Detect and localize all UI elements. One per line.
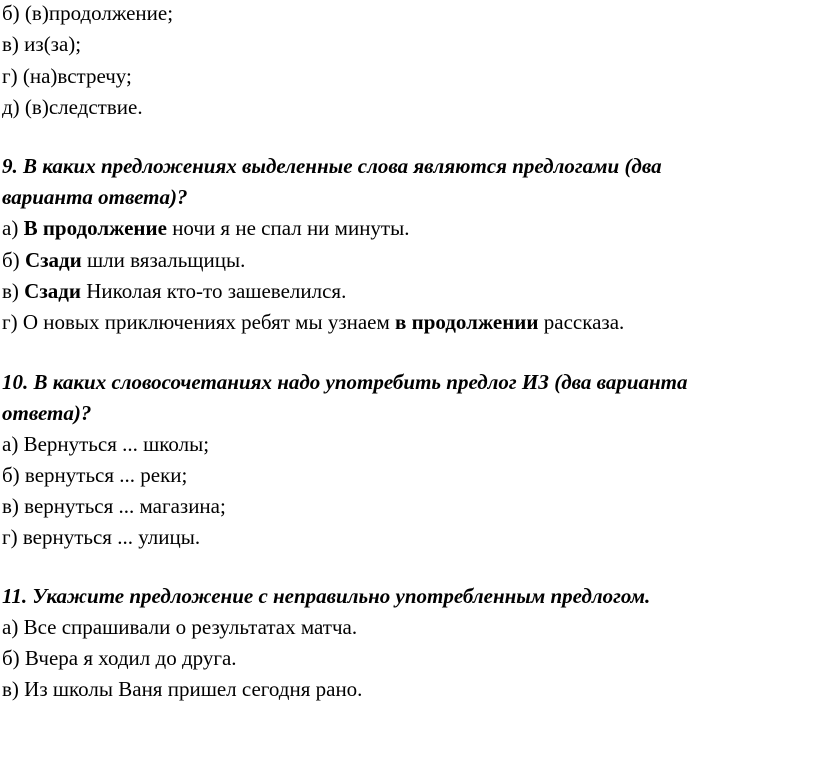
highlighted-word: В продолжение [23, 216, 167, 240]
option-b-prev: б) (в)продолжение; [2, 1, 174, 25]
question-10-title-line1: 10. В каких словосочетаниях надо употребить предлог ИЗ (два варианта [2, 370, 688, 394]
question-9-title-line2: варианта ответа)? [2, 185, 188, 209]
highlighted-word: Сзади [24, 248, 82, 272]
question-9-option-d [2, 309, 624, 335]
question-9-title-line1: 9. В каких предложениях выделенные слова являются предлогами (два [2, 154, 662, 178]
option-text: ночи я не спал ни минуты. [166, 216, 410, 240]
option-text: рассказа. [538, 310, 625, 334]
question-9-option-b [2, 247, 245, 273]
option-prefix: б) [2, 248, 25, 272]
question-10-option-c: в) вернуться ... магазина; [2, 494, 226, 518]
question-11-option-a: а) Все спрашивали о результатах матча. [2, 615, 358, 639]
option-prefix: г) О новых приключениях ребят мы узнаем [2, 310, 396, 334]
question-10-title-line2: ответа)? [2, 401, 92, 425]
question-11-title: 11. Укажите предложение с неправильно употребленным предлогом. [2, 584, 651, 608]
question-10-option-b: б) вернуться ... реки; [2, 463, 188, 487]
option-text: Николая кто-то зашевелился. [81, 279, 347, 303]
highlighted-word: в продолжении [395, 310, 539, 334]
option-text: шли вязальщицы. [81, 248, 246, 272]
question-10-option-a: а) Вернуться ... школы; [2, 432, 210, 456]
question-10-option-d: г) вернуться ... улицы. [2, 525, 201, 549]
option-prefix: а) [2, 216, 24, 240]
option-v-prev: в) из(за); [2, 32, 82, 56]
option-d-prev: д) (в)следствие. [2, 95, 143, 119]
option-g-prev: г) (на)встречу; [2, 64, 132, 88]
highlighted-word: Сзади [24, 279, 81, 303]
option-prefix: в) [2, 279, 25, 303]
question-11-option-c: в) Из школы Ваня пришел сегодня рано. [2, 677, 363, 701]
question-9-option-c [2, 278, 346, 304]
question-11-option-b: б) Вчера я ходил до друга. [2, 646, 237, 670]
question-9-option-a [2, 215, 409, 241]
